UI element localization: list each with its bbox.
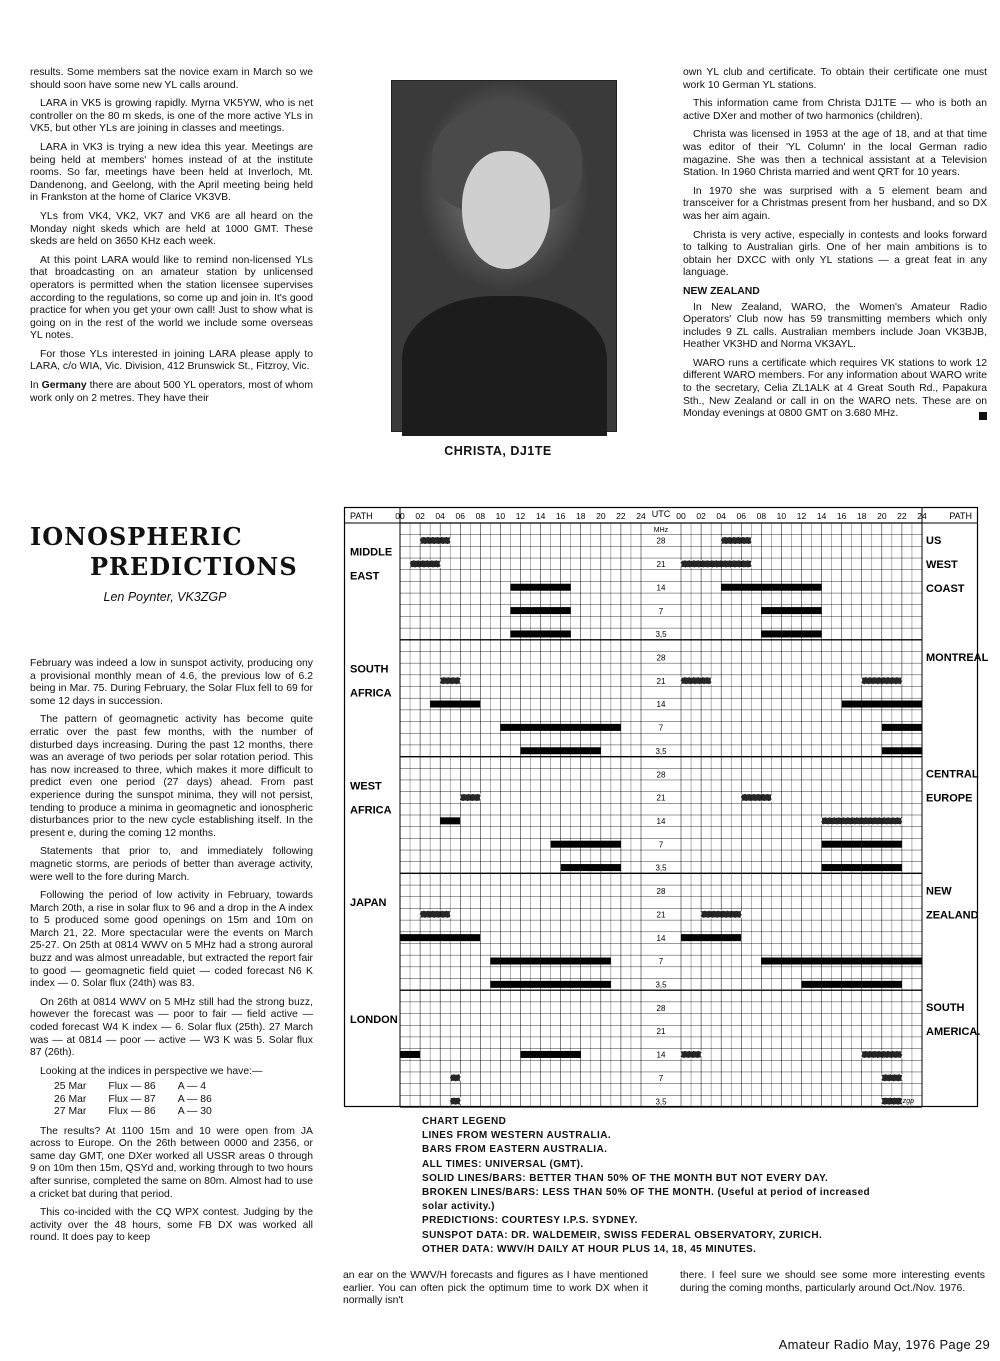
chart-legend	[422, 1115, 967, 1257]
propagation-bar-broken	[681, 677, 711, 684]
title-line-1: IONOSPHERIC	[30, 522, 243, 551]
paragraph: Following the period of low activity in February, towards March 20th, a rise in solar flux to 96 and a drop in the A index to 5 produced some good openings on 15m and 10m on March 21, 22. More spectacular were the events on March 25-27. On 25th at 0814 WWV on 5 MHz had a strong auroral buzz and was almost unreadable, but extracted the report fair to good — geomagnetic field quiet — coded forecast N6 K index — 0. Solar flux (24th) was 83.	[30, 890, 313, 990]
paragraph: This information came from Christa DJ1TE — who is both an active DXer and mother of two harmonics (children).	[683, 98, 987, 122]
propagation-bar-solid	[510, 584, 570, 591]
hour-tick-label: 22	[616, 511, 626, 521]
path-name-right: SOUTH	[926, 1002, 965, 1015]
mhz-label: MHz	[653, 527, 669, 534]
article-body	[30, 658, 313, 1251]
hour-tick-label: 24	[917, 511, 927, 521]
propagation-bar-solid	[521, 1051, 581, 1058]
propagation-bar-broken	[701, 911, 741, 918]
propagation-bar-solid	[721, 584, 821, 591]
propagation-bar-broken	[882, 1074, 902, 1081]
paragraph: results. Some members sat the novice exam in March so we should soon have some new YL calls around.	[30, 67, 313, 91]
yl-column-right	[683, 67, 987, 427]
freq-label: 21	[656, 676, 666, 686]
propagation-bar-broken	[440, 677, 460, 684]
table-row	[54, 1106, 234, 1118]
freq-label: 3,5	[655, 746, 667, 756]
propagation-bar-solid	[842, 701, 922, 708]
page-footer: Amateur Radio May, 1976 Page 29	[778, 1337, 990, 1352]
propagation-bar-solid	[490, 981, 611, 988]
propagation-bar-broken	[450, 1074, 460, 1081]
photo-caption: CHRISTA, DJ1TE	[444, 444, 552, 458]
table-cell: A — 30	[177, 1106, 212, 1118]
portrait-photo	[391, 80, 617, 432]
path-name-left: AFRICA	[350, 804, 392, 817]
freq-label: 7	[658, 723, 664, 733]
hour-tick-label: 08	[756, 511, 767, 521]
freq-label: 7	[658, 957, 664, 967]
article-continuation-middle	[343, 1270, 648, 1314]
propagation-bar-broken	[460, 794, 480, 801]
propagation-bar-solid	[551, 841, 621, 848]
title-line-2: PREDICTIONS	[90, 552, 298, 581]
paragraph: there. I feel sure we should see some more interesting events during the coming months, particularly around Oct./Nov. 1976.	[680, 1270, 985, 1294]
hour-tick-label: 00	[676, 511, 686, 521]
freq-label: 21	[656, 793, 666, 803]
freq-label: 21	[656, 560, 666, 570]
propagation-bar-solid	[430, 701, 480, 708]
freq-label: 3,5	[655, 1097, 667, 1107]
paragraph: Looking at the indices in perspective we have:—	[40, 1065, 263, 1077]
paragraph: On 26th at 0814 WWV on 5 MHz still had the strong buzz, however the forecast was — poor to fair — field active — coded forecast W4 K index — 6. Solar flux (25th). 27 March was — at 0814 — poor — active — W3 K was 5. Solar flux 87 (26th).	[30, 996, 313, 1059]
path-name-right: US	[926, 535, 942, 548]
paragraph: At this point LARA would like to remind non-licensed YLs that broadcasting on an amateur station by unlicensed operators is permitted when the station licensee supervises according to the regulations, so come up and join in. It's good practice for when you get your own call! Just to show what is going on in the rest of the world we include some overseas YL notes.	[30, 254, 313, 342]
propagation-bar-solid	[561, 864, 621, 871]
propagation-chart	[344, 507, 989, 1112]
freq-label: 14	[656, 817, 666, 826]
paragraph: Statements that prior to, and immediately following magnetic storms, are periods of better than average activity, were well to the fore during March.	[30, 846, 313, 883]
freq-label: 3,5	[655, 863, 667, 873]
hour-tick-label: 04	[435, 511, 445, 521]
hour-tick-label: 24	[636, 511, 646, 521]
table-cell: 26 Mar	[54, 1093, 87, 1105]
text: there are about 500 YL operators, most of whom work only on 2 metres. They have their	[30, 380, 313, 404]
propagation-bar-solid	[490, 957, 611, 964]
path-name-left: LONDON	[350, 1013, 398, 1026]
hour-tick-label: 06	[455, 511, 465, 521]
propagation-bar-solid	[681, 934, 741, 941]
propagation-bar-broken	[420, 537, 450, 544]
paragraph: own YL club and certificate. To obtain their certificate one must work 10 German YL stations.	[683, 67, 987, 91]
chart-frame	[345, 508, 981, 1107]
propagation-bar-solid	[500, 724, 621, 731]
legend-line: SUNSPOT DATA: DR. WALDEMEIR, SWISS FEDERAL OBSERVATORY, ZURICH.	[422, 1229, 823, 1241]
hour-tick-label: 20	[596, 511, 606, 521]
propagation-bar-solid	[802, 981, 902, 988]
path-name-right: WEST	[926, 559, 958, 572]
freq-label: 14	[656, 700, 666, 710]
chart-signature: zgp	[902, 1098, 914, 1105]
propagation-bar-broken	[450, 1098, 460, 1105]
section-heading: NEW ZEALAND	[683, 285, 760, 297]
photo-face-shape	[462, 151, 550, 269]
path-label-left: PATH	[350, 511, 373, 521]
propagation-bar-broken	[721, 537, 751, 544]
hour-tick-label: 04	[716, 511, 726, 521]
freq-label: 14	[656, 1050, 666, 1060]
propagation-bar-broken	[420, 911, 450, 918]
hour-tick-label: 16	[555, 511, 566, 521]
propagation-bar-solid	[440, 817, 460, 824]
hour-tick-label: 22	[897, 511, 907, 521]
freq-label: 14	[656, 583, 666, 593]
propagation-bar-solid	[400, 1051, 420, 1058]
legend-line: solar activity.)	[422, 1201, 495, 1213]
paragraph: The results? At 1100 15m and 10 were open from JA across to Europe. On the 26th between 0000 and 2356, or same day GMT, one DXer worked all USSR areas 0 through 9 on 10m then 15m, QSYd and, working through to two hours after sunrise, completed the same on 80m. Almost had to use a cricket bat during that period.	[30, 1125, 313, 1200]
freq-label: 28	[656, 887, 666, 897]
hour-tick-label: 16	[836, 511, 847, 521]
table-row	[54, 1094, 234, 1106]
path-name-left: AFRICA	[350, 687, 392, 700]
propagation-bar-broken	[681, 1051, 701, 1058]
paragraph: Christa was licensed in 1953 at the age of 18, and at that time was editor of their 'YL Column' in the local German radio magazine. She was then a technical assistant at a Television Station. In 1960 Christa married and went QRT for 10 years.	[683, 129, 987, 179]
freq-label: 21	[656, 910, 666, 920]
propagation-bar-solid	[521, 747, 601, 754]
article-continuation-right	[680, 1270, 985, 1301]
propagation-bar-broken	[681, 560, 751, 567]
freq-label: 28	[656, 1003, 666, 1013]
hour-tick-label: 10	[495, 511, 506, 521]
path-name-left: MIDDLE	[350, 546, 393, 559]
propagation-bar-solid	[822, 864, 902, 871]
propagation-bar-broken	[862, 677, 902, 684]
path-name-right: COAST	[926, 583, 965, 596]
table-cell: A — 4	[177, 1081, 207, 1093]
text: In	[30, 380, 42, 392]
hour-tick-label: 06	[736, 511, 746, 521]
hour-tick-label: 18	[857, 511, 867, 521]
paragraph: February was indeed a low in sunspot activity, producing ony a provisional monthly mean of 4.6, the previous low of 6.2 being in Mar. 75. During February, the Solar Flux fell to 69 for some 12 days in succession.	[30, 658, 313, 707]
hour-tick-label: 12	[796, 511, 807, 521]
table-cell: Flux — 86	[108, 1106, 156, 1118]
paragraph: an ear on the WWV/H forecasts and figures as I have mentioned earlier. You can often pick the optimum time to work DX when it normally isn't	[343, 1270, 648, 1307]
flux-table	[54, 1081, 234, 1118]
path-name-right: EUROPE	[926, 792, 973, 805]
paragraph-germany	[30, 380, 313, 405]
paragraph: In New Zealand, WARO, the Women's Amateur Radio Operators' Club now has 59 transmitting members which only includes 9 ZL calls. Australian members include Joan VK3BJB, Heather VK3HD and Norma VK3AYL.	[683, 301, 987, 351]
chart-root	[344, 507, 989, 1107]
bold-text: Germany	[41, 380, 87, 392]
hour-tick-label: 00	[395, 511, 405, 521]
legend-line: PREDICTIONS: COURTESY I.P.S. SYDNEY.	[422, 1215, 638, 1227]
legend-line: BROKEN LINES/BARS: LESS THAN 50% OF THE MONTH. (Useful at period of increased	[422, 1187, 871, 1199]
legend-line: OTHER DATA: WWV/H DAILY AT HOUR PLUS 14, 18, 45 MINUTES.	[422, 1243, 757, 1255]
path-name-left: JAPAN	[350, 897, 387, 910]
table-cell: Flux — 87	[108, 1093, 156, 1105]
freq-label: 3,5	[655, 980, 667, 990]
propagation-bar-broken	[741, 794, 771, 801]
propagation-bar-solid	[822, 841, 902, 848]
path-name-right: ZEALAND	[926, 909, 979, 922]
path-name-right: AMERICA.	[926, 1026, 981, 1039]
byline: Len Poynter, VK3ZGP	[103, 590, 227, 604]
table-row	[54, 1081, 234, 1093]
end-mark-icon	[979, 412, 987, 420]
freq-label: 14	[656, 933, 666, 943]
path-name-left: WEST	[350, 780, 382, 793]
article-title	[30, 522, 300, 582]
table-cell: 27 Mar	[54, 1106, 87, 1118]
paragraph	[683, 358, 987, 421]
propagation-bar-solid	[761, 630, 821, 637]
table-cell: A — 86	[177, 1093, 212, 1105]
freq-label: 28	[656, 653, 666, 663]
path-name-right: MONTREAL	[926, 651, 989, 664]
freq-label: 28	[656, 770, 666, 780]
hour-tick-label: 14	[535, 511, 546, 521]
text: WARO runs a certificate which requires VK stations to work 12 different WARO members. For any information about WARO write to the secretary, Celia ZL1ALK at 4 Great South Rd., Papakura Sth., New Zealand or call in on the WARO nets. These are on Monday evenings at 0800 GMT on 3.680 MHz.	[683, 357, 987, 420]
freq-label: 7	[658, 1073, 664, 1083]
propagation-bar-solid	[510, 607, 570, 614]
table-cell: 25 Mar	[54, 1081, 87, 1093]
propagation-bar-solid	[882, 747, 922, 754]
utc-label: UTC	[651, 509, 671, 519]
table-cell: Flux — 86	[108, 1081, 156, 1093]
freq-label: 21	[656, 1027, 666, 1037]
freq-label: 3,5	[655, 630, 667, 640]
paragraph: Christa is very active, especially in contests and looks forward to talking to Australian girls. One of her main ambitions is to obtain her DXCC with only YL stations — a great feat in any language.	[683, 229, 987, 279]
propagation-bar-broken	[862, 1051, 902, 1058]
paragraph: This co-incided with the CQ WPX contest. Judging by the activity over the 48 hours, some FB DX was worked all round. It does pay to keep	[30, 1207, 313, 1244]
legend-line: ALL TIMES: UNIVERSAL (GMT).	[422, 1158, 584, 1170]
hour-tick-label: 20	[877, 511, 887, 521]
legend-line: BARS FROM EASTERN AUSTRALIA.	[422, 1144, 608, 1156]
paragraph: For those YLs interested in joining LARA please apply to LARA, c/o WIA, Vic. Division, 412 Brunswick St., Fitzroy, Vic.	[30, 348, 313, 373]
hour-tick-label: 10	[776, 511, 787, 521]
hour-tick-label: 02	[415, 511, 425, 521]
propagation-bar-solid	[510, 630, 570, 637]
paragraph: The pattern of geomagnetic activity has become quite erratic over the past few months, with the number of disturbed days increasing. During the past 12 months, there was an average of two periods per solar rotation period. This has now increased to three, which makes it more difficult to predict even one period (27 days) ahead. From past experience during the sunspot minima, they will not persist, tending to produce a minima in geomagnetic and ionospheric disturbances prior to the new cycle establishing itself. In the present e, during the coming 12 months.	[30, 714, 313, 839]
hour-tick-label: 14	[816, 511, 827, 521]
legend-line: SOLID LINES/BARS: BETTER THAN 50% OF THE MONTH BUT NOT EVERY DAY.	[422, 1172, 829, 1184]
propagation-bar-broken	[882, 1098, 902, 1105]
legend-line: LINES FROM WESTERN AUSTRALIA.	[422, 1130, 612, 1142]
photo-body-shape	[402, 296, 607, 436]
path-name-right: NEW	[926, 885, 952, 898]
freq-label: 7	[658, 840, 664, 850]
yl-column-left	[30, 67, 313, 411]
propagation-bar-solid	[761, 607, 821, 614]
paragraph: In 1970 she was surprised with a 5 element beam and transceiver for a Christmas present from her husband, and so DX was her aim again.	[683, 185, 987, 222]
propagation-bar-solid	[400, 934, 480, 941]
path-name-right: CENTRAL	[926, 768, 979, 781]
hour-tick-label: 12	[515, 511, 526, 521]
propagation-bar-solid	[882, 724, 922, 731]
paragraph: LARA in VK5 is growing rapidly. Myrna VK5YW, who is net controller on the 80 m skeds, is one of the more active YLs in VK5, but other YLs are joining in classes and meetings.	[30, 98, 313, 135]
path-label-right: PATH	[949, 511, 972, 521]
path-name-left: SOUTH	[350, 663, 389, 676]
path-name-left: EAST	[350, 570, 380, 583]
propagation-bar-broken	[410, 560, 440, 567]
propagation-bar-broken	[822, 817, 902, 824]
freq-label: 28	[656, 536, 666, 546]
propagation-bar-solid	[761, 957, 922, 964]
legend-line: CHART LEGEND	[422, 1116, 507, 1127]
paragraph: YLs from VK4, VK2, VK7 and VK6 are all heard on the Monday night skeds which are held at 1000 GMT. These skeds are held on 3650 KHz each week.	[30, 210, 313, 248]
hour-tick-label: 02	[696, 511, 706, 521]
hour-tick-label: 18	[576, 511, 586, 521]
paragraph: LARA in VK3 is trying a new idea this year. Meetings are being held at members' homes instead of at the institute rooms. So far, meetings have been held at Inverloch, Mt. Dandenong, and Geelong, with the April meeting being held in Frankston at the home of Clarice VK3VB.	[30, 141, 313, 204]
hour-tick-label: 08	[475, 511, 486, 521]
freq-label: 7	[658, 606, 664, 616]
